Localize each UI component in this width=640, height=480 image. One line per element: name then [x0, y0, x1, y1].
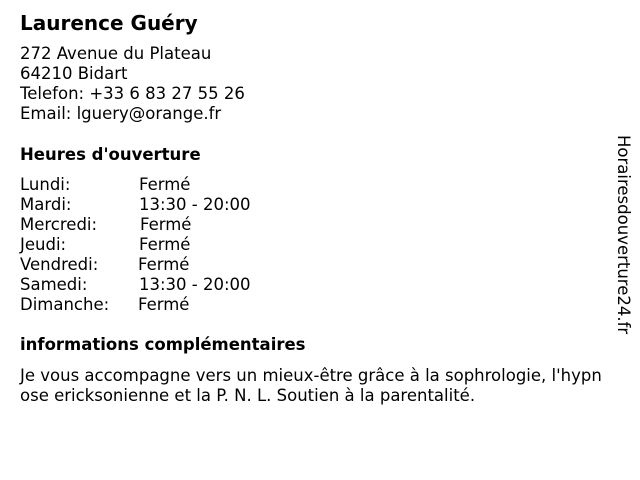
day-hours: Fermé	[138, 255, 190, 274]
hours-row-sunday	[20, 295, 251, 315]
day-label: Mardi:	[20, 195, 72, 214]
hours-row-monday	[20, 175, 251, 195]
hours-row-saturday	[20, 275, 251, 295]
street-address: 272 Avenue du Plateau	[20, 44, 212, 63]
hours-row-tuesday	[20, 195, 251, 215]
opening-hours-table	[20, 175, 251, 315]
day-label: Mercredi:	[20, 215, 98, 234]
day-label: Vendredi:	[20, 255, 99, 274]
day-label: Dimanche:	[20, 295, 110, 314]
day-hours: Fermé	[139, 175, 191, 194]
phone-number: Telefon: +33 6 83 27 55 26	[20, 84, 245, 103]
additional-info-title: informations complémentaires	[20, 335, 306, 354]
day-hours: 13:30 - 20:00	[139, 275, 251, 294]
day-label: Samedi:	[20, 275, 88, 294]
city-postal-code: 64210 Bidart	[20, 64, 128, 83]
site-watermark: Horairesdouverture24.fr	[614, 135, 633, 335]
day-hours: 13:30 - 20:00	[139, 195, 251, 214]
contact-block	[20, 44, 245, 124]
day-hours: Fermé	[140, 215, 192, 234]
day-label: Jeudi:	[20, 235, 67, 254]
business-name: Laurence Guéry	[20, 11, 198, 35]
day-hours: Fermé	[138, 295, 190, 314]
opening-hours-title: Heures d'ouverture	[20, 145, 201, 164]
additional-info-text: Je vous accompagne vers un mieux-être grâce à la sophrologie, l'hypnose ericksonienne et la P. N. L. Soutien à la parentalité.	[20, 366, 602, 405]
hours-row-thursday	[20, 235, 251, 255]
day-hours: Fermé	[139, 235, 191, 254]
hours-row-friday	[20, 255, 251, 275]
email-address: Email: lguery@orange.fr	[20, 104, 222, 123]
hours-row-wednesday	[20, 215, 251, 235]
day-label: Lundi:	[20, 175, 71, 194]
